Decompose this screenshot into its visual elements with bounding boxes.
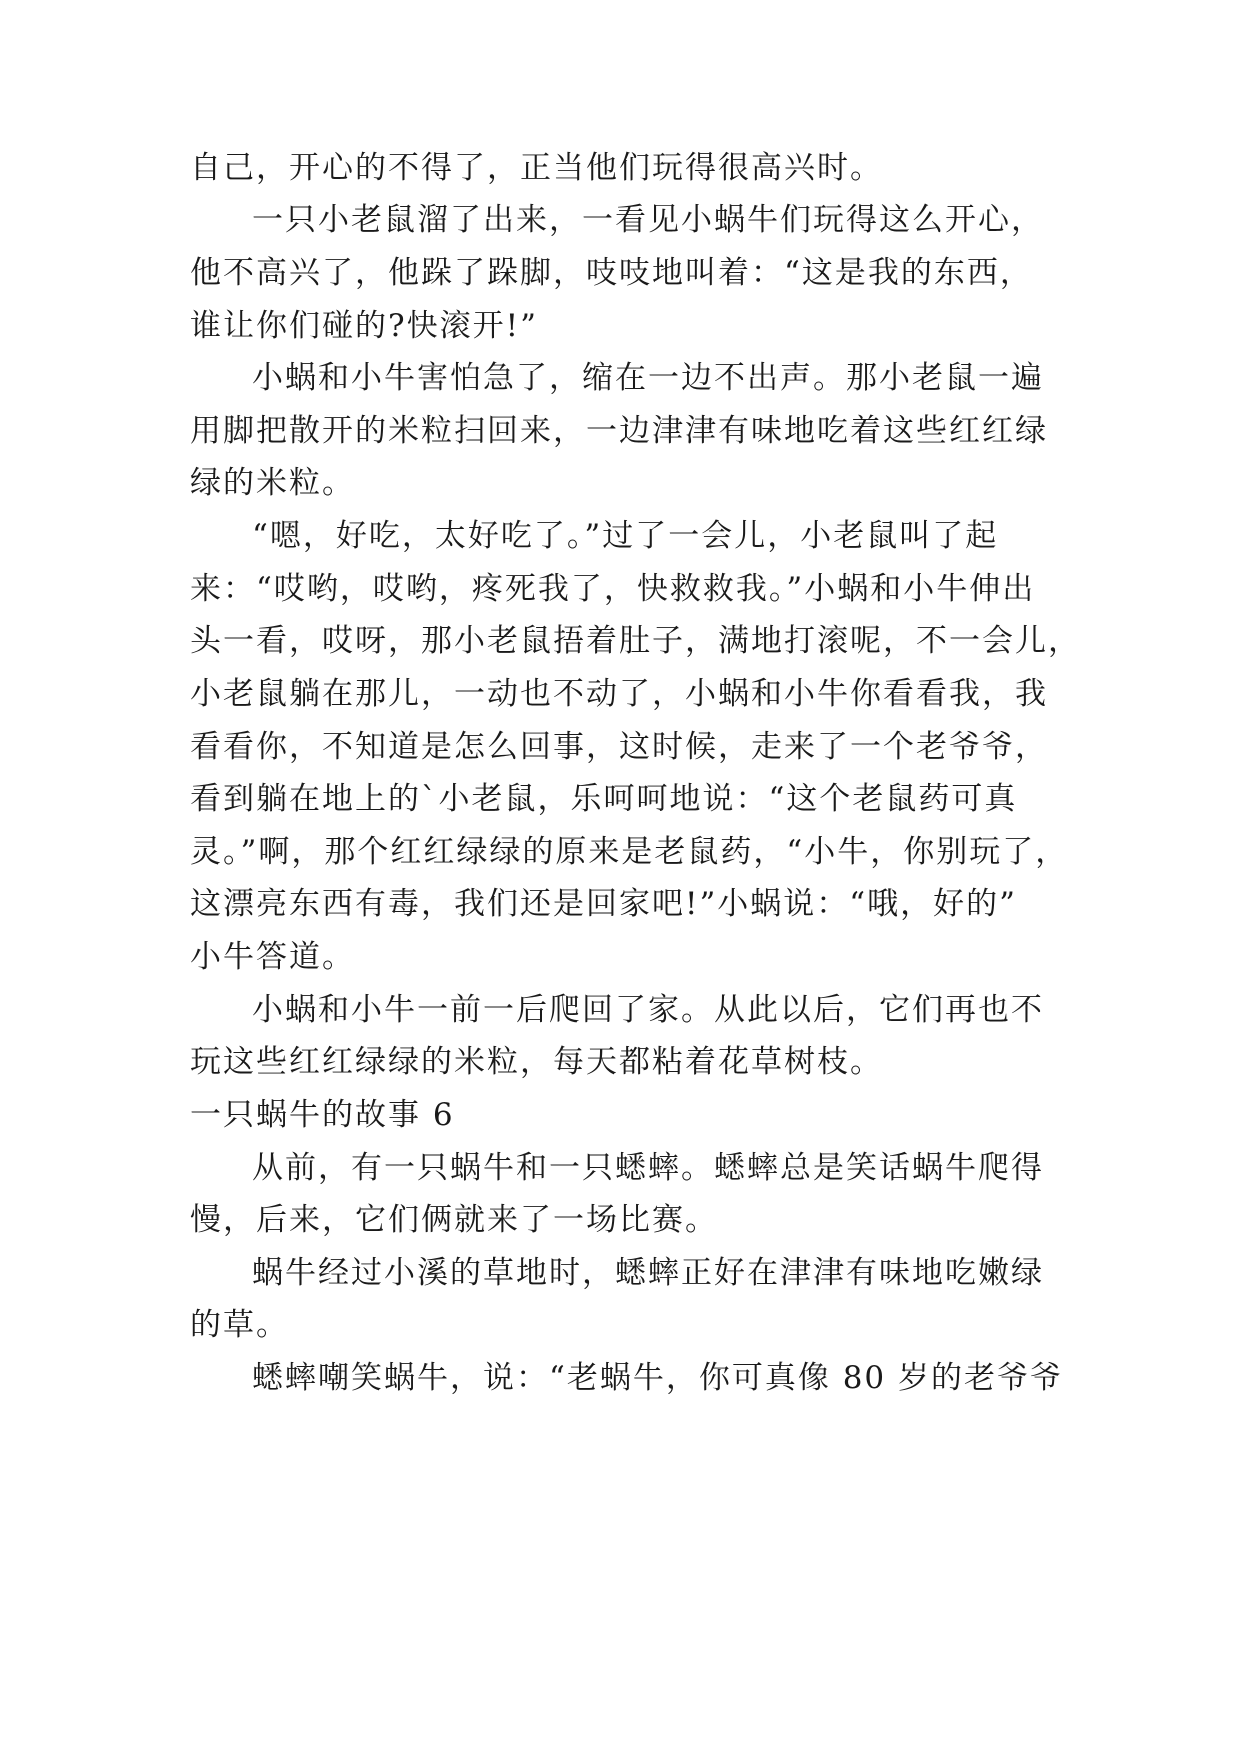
text-line: 小牛答道。 bbox=[190, 939, 355, 975]
text-line: 蜗牛经过小溪的草地时，蟋蟀正好在津津有味地吃嫩绿 bbox=[252, 1255, 1044, 1291]
text-line: 从前，有一只蜗牛和一只蟋蟀。蟋蟀总是笑话蜗牛爬得 bbox=[252, 1150, 1044, 1186]
text-line: 蟋蟀嘲笑蜗牛，说：“老蜗牛，你可真像 80 岁的老爷爷 bbox=[252, 1360, 1064, 1396]
text-line: 用脚把散开的米粒扫回来，一边津津有味地吃着这些红红绿 bbox=[190, 413, 1048, 449]
text-line: “嗯，好吃，太好吃了。”过了一会儿，小老鼠叫了起 bbox=[252, 518, 999, 554]
text-line: 谁让你们碰的?快滚开!” bbox=[190, 308, 538, 344]
text-line: 自己，开心的不得了，正当他们玩得很高兴时。 bbox=[190, 150, 883, 186]
text-line: 头一看，哎呀，那小老鼠捂着肚子，满地打滚呢，不一会儿， bbox=[190, 623, 1081, 659]
text-line: 来：“哎哟，哎哟，疼死我了，快救救我。”小蜗和小牛伸出 bbox=[190, 571, 1036, 607]
text-line: 玩这些红红绿绿的米粒，每天都粘着花草树枝。 bbox=[190, 1044, 883, 1080]
text-line: 小蜗和小牛害怕急了，缩在一边不出声。那小老鼠一遍 bbox=[252, 360, 1044, 396]
text-line: 灵。”啊，那个红红绿绿的原来是老鼠药，“小牛，你别玩了， bbox=[190, 834, 1069, 870]
text-line: 的草。 bbox=[190, 1307, 289, 1343]
text-line: 绿的米粒。 bbox=[190, 465, 355, 501]
section-heading: 一只蜗牛的故事 6 bbox=[190, 1097, 455, 1133]
text-line: 他不高兴了，他跺了跺脚，吱吱地叫着：“这是我的东西， bbox=[190, 255, 1033, 291]
text-line: 小老鼠躺在那儿，一动也不动了，小蜗和小牛你看看我，我 bbox=[190, 676, 1048, 712]
text-line: 一只小老鼠溜了出来，一看见小蜗牛们玩得这么开心， bbox=[252, 202, 1044, 238]
text-line: 看到躺在地上的`小老鼠，乐呵呵地说：“这个老鼠药可真 bbox=[190, 781, 1018, 817]
text-line: 小蜗和小牛一前一后爬回了家。从此以后，它们再也不 bbox=[252, 992, 1044, 1028]
text-line: 慢，后来，它们俩就来了一场比赛。 bbox=[190, 1202, 718, 1238]
text-line: 这漂亮东西有毒，我们还是回家吧!”小蜗说：“哦，好的” bbox=[190, 886, 1017, 922]
text-line: 看看你，不知道是怎么回事，这时候，走来了一个老爷爷， bbox=[190, 729, 1048, 765]
